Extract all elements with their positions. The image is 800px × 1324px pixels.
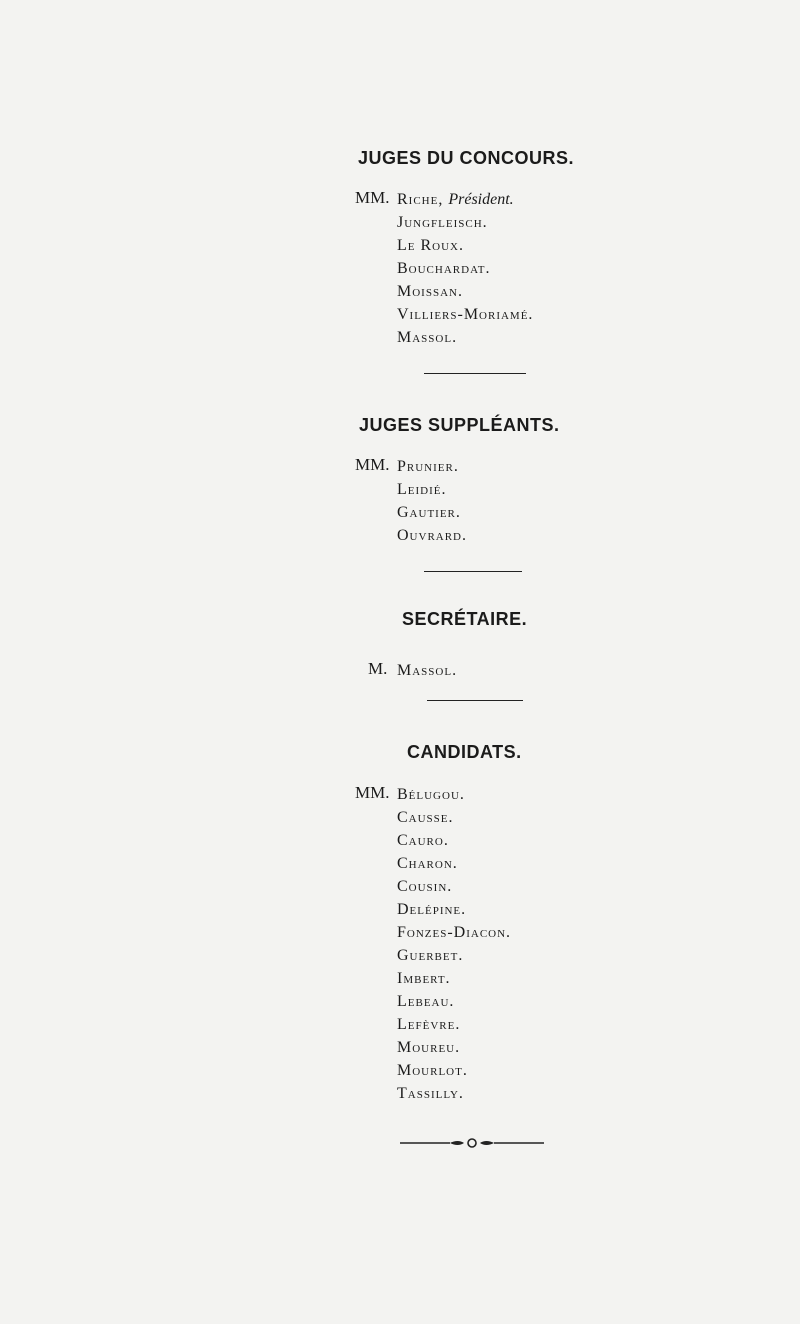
- candidat-name: Delépine.: [397, 901, 467, 918]
- suppleant-name: Ouvrard.: [397, 527, 468, 544]
- juge-name: Massol.: [397, 329, 458, 346]
- candidat-name: Cousin.: [397, 878, 453, 895]
- candidat-name: Mourlot.: [397, 1062, 468, 1079]
- candidats-prefix: MM.: [355, 783, 390, 802]
- candidat-name: Cauro.: [397, 832, 449, 849]
- juge-name: Le Roux.: [397, 237, 464, 254]
- candidat-name: Tassilly.: [397, 1085, 464, 1102]
- juge-name: Jungfleisch.: [397, 214, 488, 231]
- candidat-name: Bélugou.: [397, 786, 465, 803]
- candidat-name: Causse.: [397, 809, 454, 826]
- candidat-name: Lebeau.: [397, 993, 455, 1010]
- juges-prefix: MM.: [355, 188, 390, 207]
- juges-list: [397, 188, 533, 349]
- ornament-tailpiece: [400, 1134, 544, 1152]
- suppleants-list: [397, 455, 467, 547]
- candidat-name: Lefèvre.: [397, 1016, 461, 1033]
- candidat-name: Moureu.: [397, 1039, 461, 1056]
- juge-name: Moissan.: [397, 283, 463, 300]
- candidat-name: Imbert.: [397, 970, 451, 987]
- secretaire-name: Massol.: [397, 662, 458, 679]
- suppleant-name: Prunier.: [397, 458, 459, 475]
- president-role: Président.: [448, 191, 514, 208]
- section-divider: [424, 571, 522, 572]
- suppleants-heading: JUGES SUPPLÉANTS.: [359, 415, 560, 435]
- suppleant-name: Gautier.: [397, 504, 461, 521]
- candidats-heading: CANDIDATS.: [407, 742, 522, 762]
- candidat-name: Fonzes-Diacon.: [397, 924, 512, 941]
- candidat-name: Guerbet.: [397, 947, 464, 964]
- secretaire-list: [397, 659, 457, 682]
- section-divider: [427, 700, 523, 701]
- secretaire-heading: SECRÉTAIRE.: [402, 609, 528, 629]
- juge-name: Bouchardat.: [397, 260, 491, 277]
- juges-heading: JUGES DU CONCOURS.: [358, 148, 575, 168]
- candidats-list: [397, 783, 511, 1105]
- candidat-name: Charon.: [397, 855, 458, 872]
- section-divider: [424, 373, 526, 374]
- juges-president: [397, 188, 533, 211]
- secretaire-prefix: M.: [368, 659, 388, 678]
- suppleant-name: Leidié.: [397, 481, 447, 498]
- juge-name: Villiers-Moriamé.: [397, 306, 534, 323]
- president-name: Riche,: [397, 191, 444, 208]
- suppleants-prefix: MM.: [355, 455, 390, 474]
